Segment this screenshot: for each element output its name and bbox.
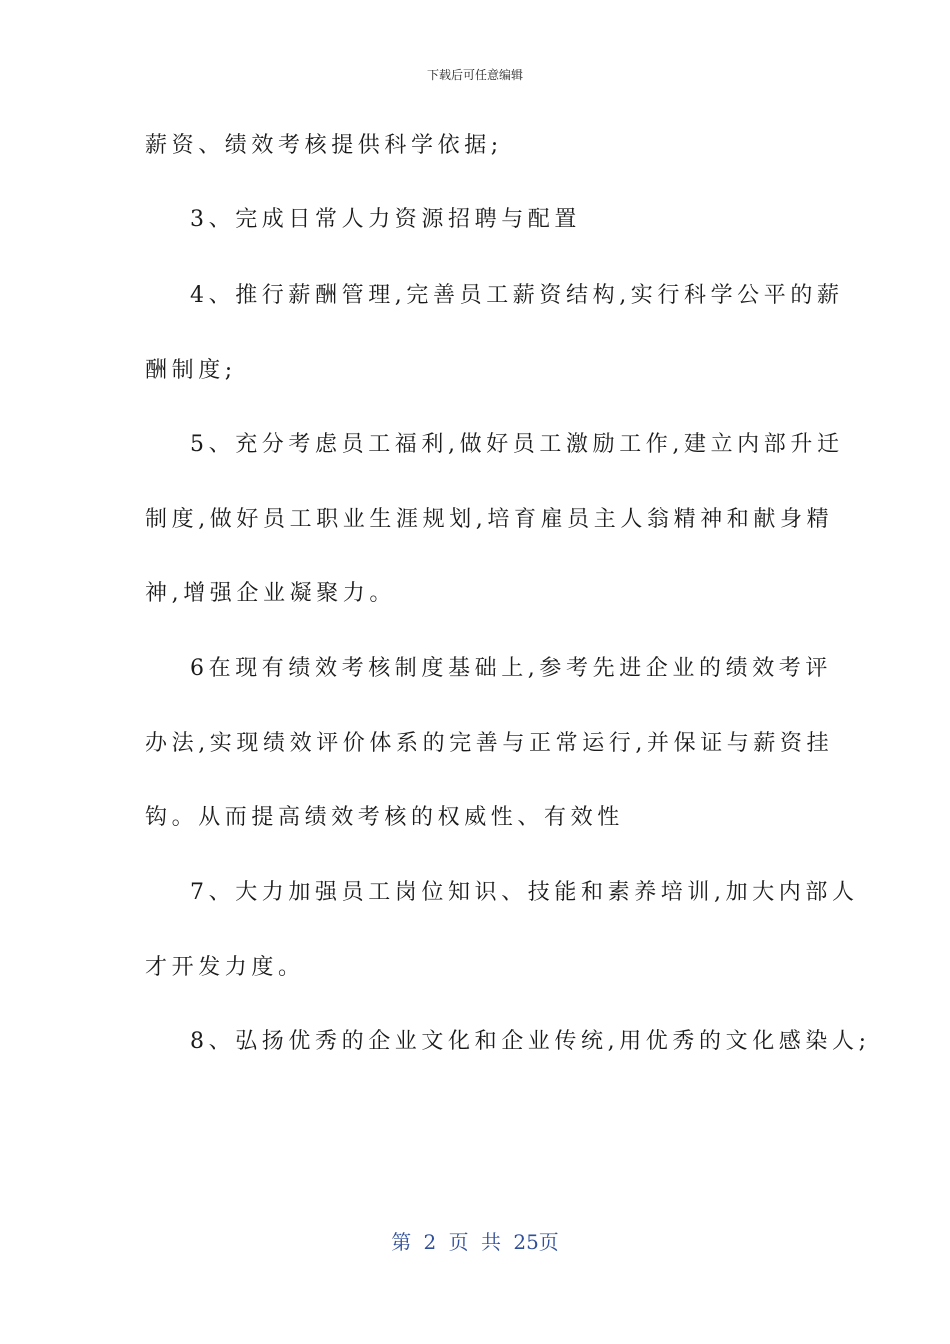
body-line-11: 7、大力加强员工岗位知识、技能和素养培训,加大内部人 bbox=[190, 880, 859, 905]
body-line-8: 6在现有绩效考核制度基础上,参考先进企业的绩效考评 bbox=[190, 656, 832, 681]
body-line-2: 3、完成日常人力资源招聘与配置 bbox=[190, 207, 581, 232]
body-line-7: 神,增强企业凝聚力。 bbox=[145, 581, 396, 606]
body-line-13: 8、弘扬优秀的企业文化和企业传统,用优秀的文化感染人; bbox=[190, 1029, 871, 1054]
body-line-12: 才开发力度。 bbox=[145, 955, 305, 980]
page-header: 下载后可任意编辑 bbox=[426, 68, 523, 82]
body-line-3: 4、推行薪酬管理,完善员工薪资结构,实行科学公平的薪 bbox=[190, 283, 844, 308]
body-line-10: 钩。从而提高绩效考核的权威性、有效性 bbox=[145, 805, 624, 830]
page-number-footer: 第 2 页 共 25页 bbox=[391, 1230, 559, 1254]
body-line-5: 5、充分考虑员工福利,做好员工激励工作,建立内部升迁 bbox=[190, 432, 844, 457]
body-line-9: 办法,实现绩效评价体系的完善与正常运行,并保证与薪资挂 bbox=[145, 731, 834, 756]
body-line-1: 薪资、绩效考核提供科学依据; bbox=[145, 133, 503, 158]
body-line-6: 制度,做好员工职业生涯规划,培育雇员主人翁精神和献身精 bbox=[145, 507, 834, 532]
body-line-4: 酬制度; bbox=[145, 358, 237, 383]
